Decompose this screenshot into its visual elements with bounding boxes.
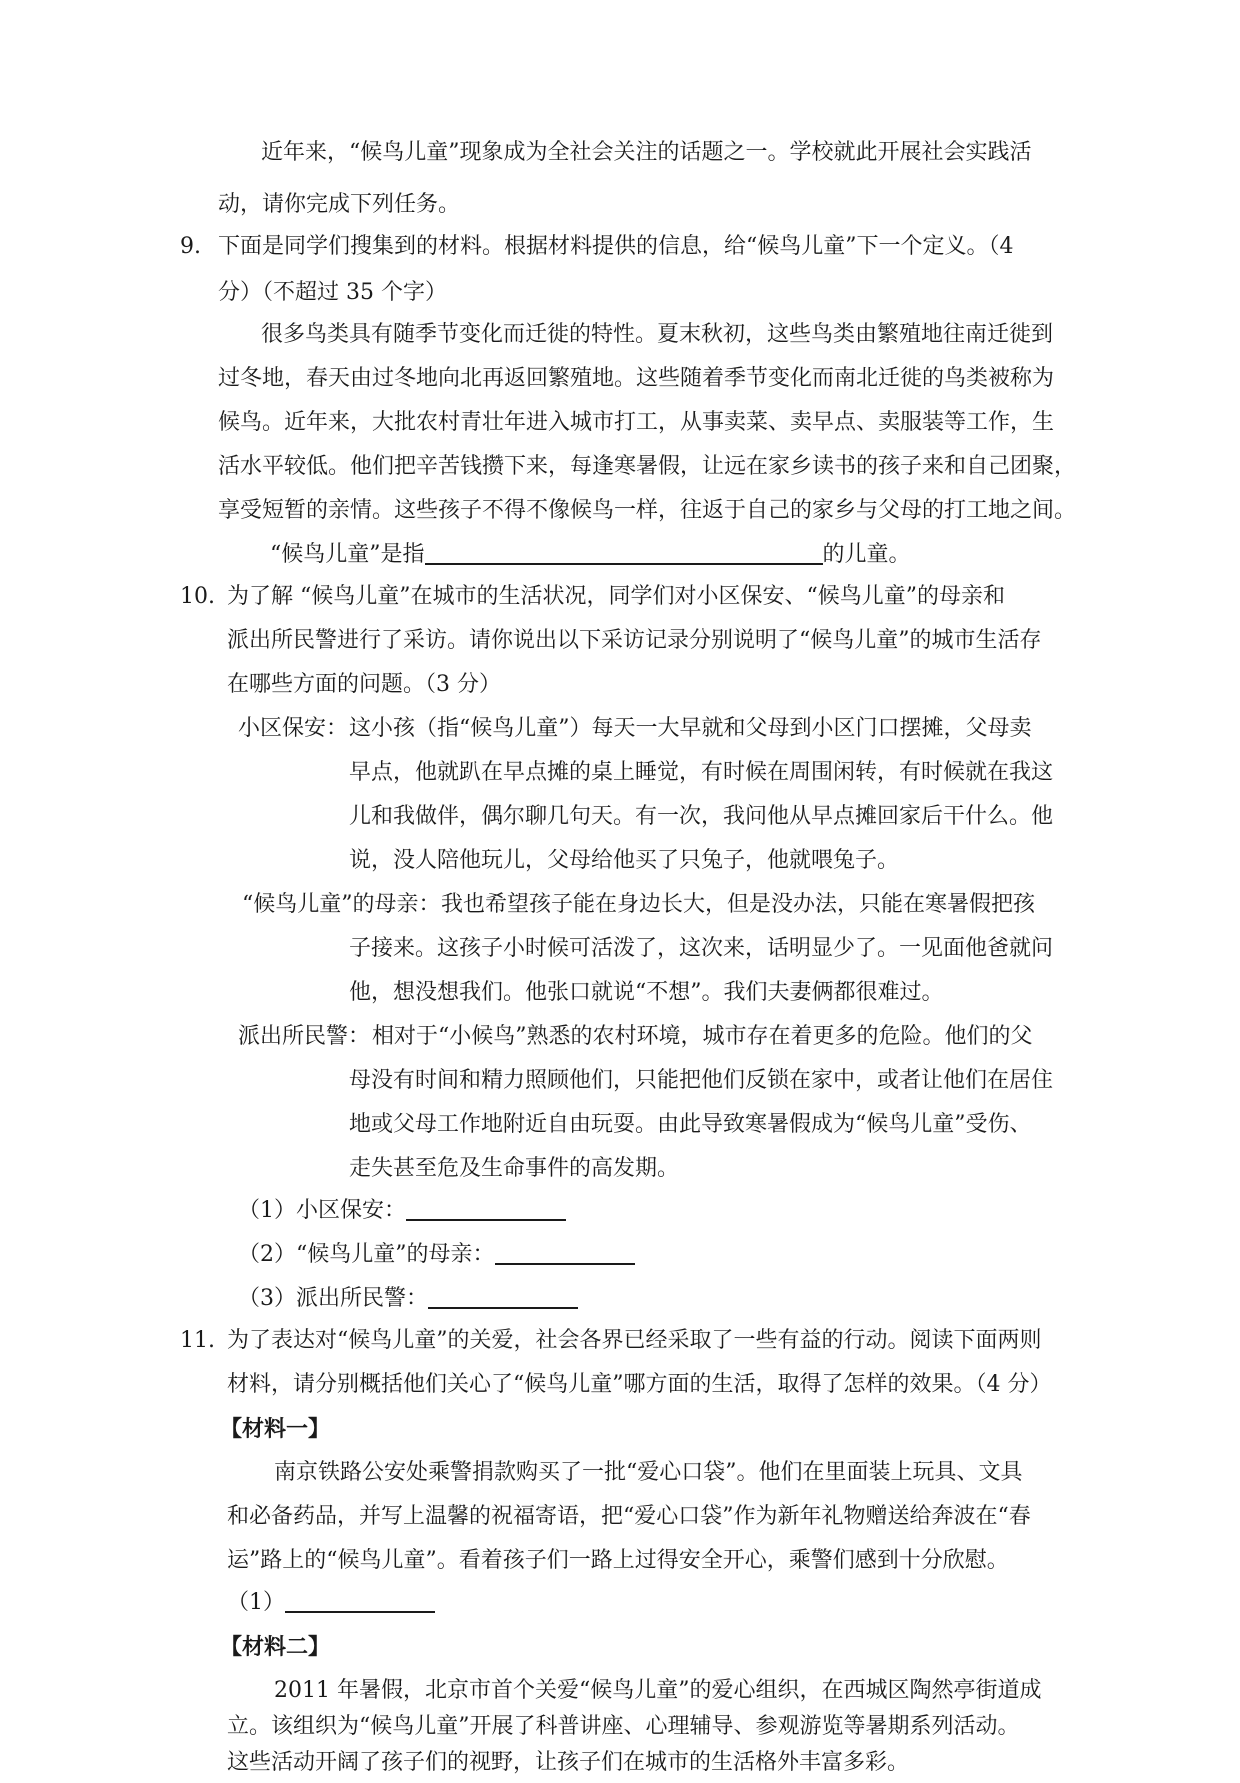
question-text: 为了表达对“候鸟儿童”的关爱，社会各界已经采取了一些有益的行动。阅读下面两则 — [227, 1328, 1042, 1353]
question-text: 为了解 “候鸟儿童”在城市的生活状况，同学们对小区保安、“候鸟儿童”的母亲和 — [227, 584, 1005, 609]
answer-label: （1） — [227, 1590, 285, 1615]
material-line: 享受短暂的亲情。这些孩子不得不像候鸟一样，往返于自己的家乡与父母的打工地之间。 — [218, 498, 1077, 523]
answer-label: （3）派出所民警： — [238, 1286, 428, 1311]
interview-speaker: “候鸟儿童”的母亲： — [242, 892, 441, 917]
interview-line: 母没有时间和精力照顾他们，只能把他们反锁在家中，或者让他们在居住 — [349, 1068, 1054, 1093]
question-number: 11. — [180, 1328, 215, 1353]
answer-blank[interactable] — [285, 1585, 435, 1613]
interview-speaker: 小区保安： — [238, 716, 349, 741]
interview-line: 走失甚至危及生命事件的高发期。 — [349, 1156, 680, 1181]
material-line: 南京铁路公安处乘警捐款购买了一批“爱心口袋”。他们在里面装上玩具、文具 — [274, 1460, 1023, 1485]
interview-line: 说，没人陪他玩儿，父母给他买了只兔子，他就喂兔子。 — [349, 848, 900, 873]
answer-line — [238, 1279, 578, 1319]
question-text: 下面是同学们搜集到的材料。根据材料提供的信息，给“候鸟儿童”下一个定义。（4 — [218, 234, 1014, 259]
interview-speaker: 派出所民警： — [238, 1024, 371, 1049]
interview-line: 早点，他就趴在早点摊的桌上睡觉，有时候在周围闲转，有时候就在我这 — [349, 760, 1054, 785]
material-line: 立。该组织为“候鸟儿童”开展了科普讲座、心理辅导、参观游览等暑期系列活动。 — [227, 1714, 1020, 1739]
material-line: 和必备药品，并写上温馨的祝福寄语，把“爱心口袋”作为新年礼物赠送给奔波在“春 — [227, 1504, 1031, 1529]
material-line: 运”路上的“候鸟儿童”。看着孩子们一路上过得安全开心，乘警们感到十分欣慰。 — [227, 1548, 1009, 1573]
answer-line — [238, 1191, 566, 1231]
material-line: 活水平较低。他们把辛苦钱攒下来，每逢寒暑假，让远在家乡读书的孩子来和自己团聚， — [218, 454, 1077, 479]
question-text: 分）（不超过 35 个字） — [218, 280, 447, 305]
question-text: 在哪些方面的问题。（3 分） — [227, 672, 501, 697]
answer-suffix: 的儿童。 — [822, 542, 911, 567]
answer-label: （1）小区保安： — [238, 1198, 406, 1223]
intro-line: 动，请你完成下列任务。 — [218, 192, 461, 217]
material-line: 2011 年暑假，北京市首个关爱“候鸟儿童”的爱心组织，在西城区陶然亭街道成 — [274, 1678, 1042, 1703]
interview-line: 子接来。这孩子小时候可活泼了，这次来，话明显少了。一见面他爸就问 — [349, 936, 1054, 961]
answer-line — [227, 1583, 435, 1623]
material-title: 【材料二】 — [220, 1634, 331, 1660]
material-line: 这些活动开阔了孩子们的视野，让孩子们在城市的生活格外丰富多彩。 — [227, 1750, 910, 1775]
answer-blank[interactable] — [425, 537, 823, 565]
intro-line: 近年来，“候鸟儿童”现象成为全社会关注的话题之一。学校就此开展社会实践活 — [261, 140, 1032, 165]
question-text: 材料，请分别概括他们关心了“候鸟儿童”哪方面的生活，取得了怎样的效果。（4 分） — [227, 1372, 1052, 1397]
question-number: 10. — [180, 584, 215, 609]
answer-blank[interactable] — [428, 1281, 578, 1309]
answer-label: （2）“候鸟儿童”的母亲： — [238, 1242, 495, 1267]
answer-line — [270, 535, 911, 575]
interview-line: 他，想没想我们。他张口就说“不想”。我们夫妻俩都很难过。 — [349, 980, 944, 1005]
material-line: 候鸟。近年来，大批农村青壮年进入城市打工，从事卖菜、卖早点、卖服装等工作，生 — [218, 410, 1055, 435]
answer-blank[interactable] — [406, 1193, 566, 1221]
interview-line: 地或父母工作地附近自由玩耍。由此导致寒暑假成为“候鸟儿童”受伤、 — [349, 1112, 1032, 1137]
material-line: 过冬地，春天由过冬地向北再返回繁殖地。这些随着季节变化而南北迁徙的鸟类被称为 — [218, 366, 1055, 391]
interview-line: 儿和我做伴，偶尔聊几句天。有一次，我问他从早点摊回家后干什么。他 — [349, 804, 1054, 829]
answer-prefix: “候鸟儿童”是指 — [270, 542, 425, 567]
answer-line — [238, 1235, 635, 1275]
material-line: 很多鸟类具有随季节变化而迁徙的特性。夏末秋初，这些鸟类由繁殖地往南迁徙到 — [261, 322, 1054, 347]
interview-line: 相对于“小候鸟”熟悉的农村环境，城市存在着更多的危险。他们的父 — [372, 1024, 1033, 1049]
interview-line: 我也希望孩子能在身边长大，但是没办法，只能在寒暑假把孩 — [441, 892, 1036, 917]
question-text: 派出所民警进行了采访。请你说出以下采访记录分别说明了“候鸟儿童”的城市生活存 — [227, 628, 1042, 653]
interview-line: 这小孩（指“候鸟儿童”）每天一大早就和父母到小区门口摆摊，父母卖 — [349, 716, 1032, 741]
question-number: 9. — [180, 234, 201, 259]
material-title: 【材料一】 — [220, 1416, 331, 1442]
answer-blank[interactable] — [495, 1237, 635, 1265]
